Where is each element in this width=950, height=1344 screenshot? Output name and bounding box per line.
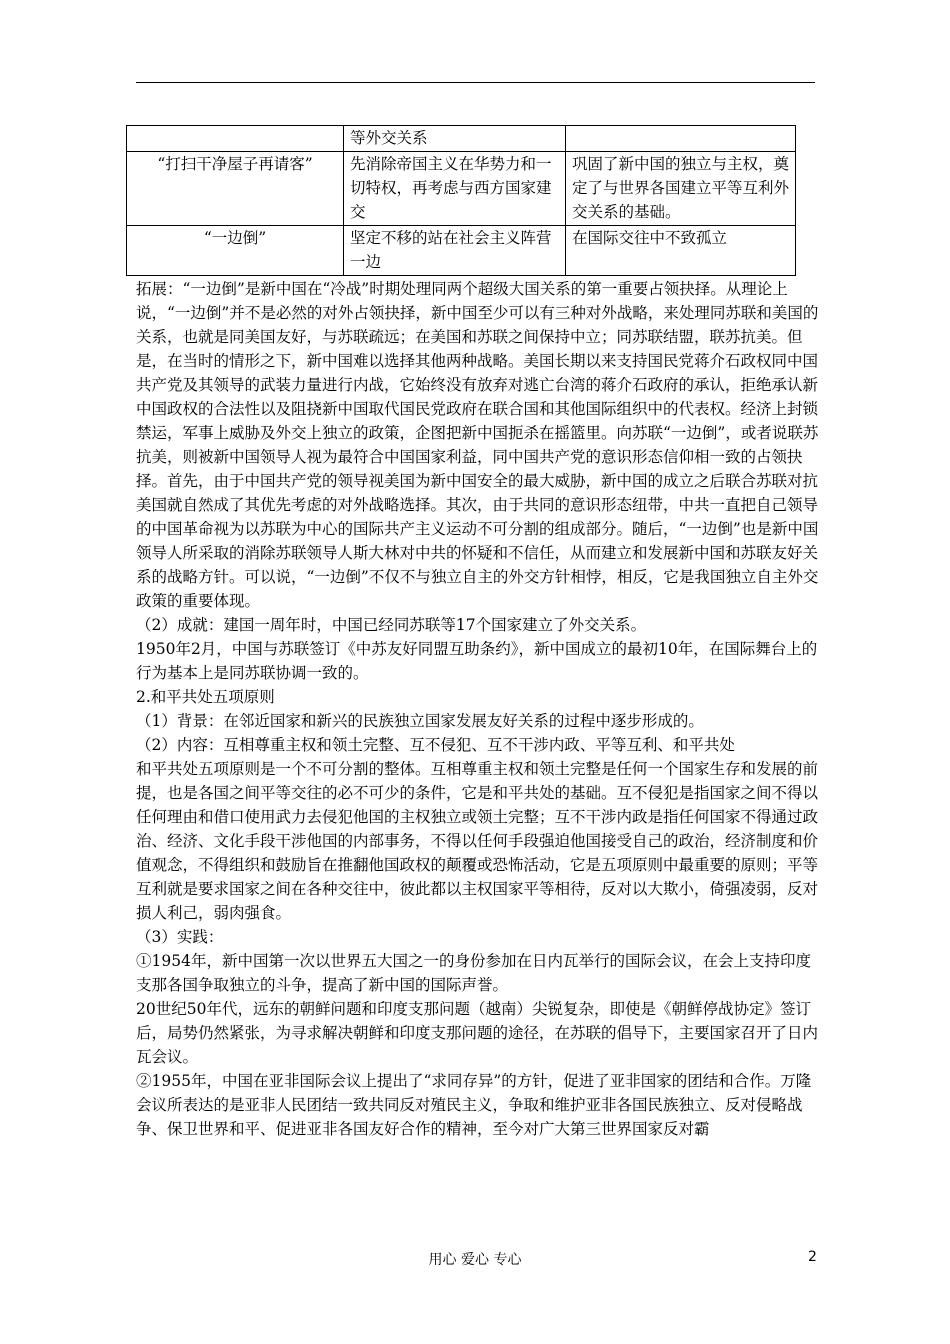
table-row xyxy=(127,152,796,226)
page-number: 2 xyxy=(808,1249,817,1265)
header-rule xyxy=(136,82,815,83)
table-cell: 坚定不移的站在社会主义阵营一边 xyxy=(344,226,566,276)
table-cell xyxy=(566,126,796,152)
paragraph-geneva-context: 20世纪50年代，远东的朝鲜问题和印度支那问题（越南）尖锐复杂，即使是《朝鲜停战协定》签订后，局势仍然紧张，为寻求解决朝鲜和印度支那问题的途径，在苏联的倡导下，主要国家召开了日内瓦会议。 xyxy=(136,1000,819,1066)
paragraph-bandung: ②1955年，中国在亚非国际会议上提出了“求同存异”的方针，促进了亚非国家的团结和合作。万隆会议所表达的是亚非人民团结一致共同反对殖民主义，争取和维护亚非各国民族独立、反对侵略战争、保卫世界和平、促进亚非各国友好合作的精神，至今对广大第三世界国家反对霸 xyxy=(136,1072,812,1138)
table-cell: 等外交关系 xyxy=(344,126,566,152)
table-cell: 巩固了新中国的独立与主权，奠定了与世界各国建立平等互利外交关系的基础。 xyxy=(566,152,796,226)
paragraph-treaty: 1950年2月，中国与苏联签订《中苏友好同盟互助条约》，新中国成立的最初10年，在国际舞台上的行为基本上是同苏联协调一致的。 xyxy=(136,640,818,682)
paragraph-background: （1）背景：在邻近国家和新兴的民族独立国家发展友好关系的过程中逐步形成的。 xyxy=(136,712,704,730)
table-row xyxy=(127,226,796,276)
table-cell: 先消除帝国主义在华势力和一切特权，再考虑与西方国家建交 xyxy=(344,152,566,226)
footer-motto: 用心 爱心 专心 xyxy=(428,1252,522,1268)
paragraph-content: （2）内容：互相尊重主权和领土完整、互不侵犯、互不干涉内政、平等互利、和平共处 xyxy=(136,736,735,754)
section-heading: 2.和平共处五项原则 xyxy=(136,688,275,706)
table-cell xyxy=(127,126,344,152)
paragraph-achievement: （2）成就：建国一周年时，中国已经同苏联等17个国家建立了外交关系。 xyxy=(136,616,647,634)
comparison-table xyxy=(126,125,796,276)
paragraph-practice-heading: （3）实践： xyxy=(136,928,224,946)
paragraph-principles: 和平共处五项原则是一个不可分割的整体。互相尊重主权和领土完整是任何一个国家生存和发展的前提，也是各国之间平等交往的必不可少的条件，它是和平共处的基础。互不侵犯是指国家之间不得以任何理由和借口使用武力去侵犯他国的主权独立或领土完整；互不干涉内政是指任何国家不得通过政治、经济、文化手段干涉他国的内部事务，不得以任何手段强迫他国接受自己的政治，经济制度和价值观念，不得组织和鼓励旨在推翻他国政权的颠覆或恐怖活动，它是五项原则中最重要的原则；平等互利就是要求国家之间在各种交往中，彼此都以主权国家平等相待，反对以大欺小，倚强凌弱，反对损人利己，弱肉强食。 xyxy=(136,760,819,922)
table-cell: “一边倒” xyxy=(127,226,344,276)
table-row xyxy=(127,126,796,152)
paragraph-expansion: 拓展：“一边倒”是新中国在“冷战”时期处理同两个超级大国关系的第一重要占领抉择。从理论上说，“一边倒”并不是必然的对外占领抉择，新中国至少可以有三种对外战略，来处理同苏联和美国的关系，也就是同美国友好，与苏联疏远；在美国和苏联之间保持中立；同苏联结盟，联苏抗美。但是，在当时的情形之下，新中国难以选择其他两种战略。美国长期以来支持国民党蒋介石政权同中国共产党及其领导的武装力量进行内战，它始终没有放弃对逃亡台湾的蒋介石政府的承认，拒绝承认新中国政权的合法性以及阻挠新中国取代国民党政府在联合国和其他国际组织中的代表权。经济上封锁禁运，军事上威胁及外交上独立的政策，企图把新中国扼杀在摇篮里。向苏联“一边倒”，或者说联苏抗美，则被新中国领导人视为最符合中国国家利益，同中国共产党的意识形态信仰相一致的占领抉择。首先，由于中国共产党的领导视美国为新中国安全的最大威胁，新中国的成立之后联合苏联对抗美国就自然成了其优先考虑的对外战略选择。其次，由于共同的意识形态纽带，中共一直把自己领导的中国革命视为以苏联为中心的国际共产主义运动不可分割的组成部分。随后，“一边倒”也是新中国领导人所采取的消除苏联领导人斯大林对中共的怀疑和不信任，从而建立和发展新中国和苏联友好关系的战略方针。可以说，“一边倒”不仅不与独立自主的外交方针相悖，相反，它是我国独立自主外交政策的重要体现。 xyxy=(136,280,819,610)
table-cell: 在国际交往中不致孤立 xyxy=(566,226,796,276)
table-cell: “打扫干净屋子再请客” xyxy=(127,152,344,226)
paragraph-geneva: ①1954年，新中国第一次以世界五大国之一的身份参加在日内瓦举行的国际会议，在会上支持印度支那各国争取独立的斗争，提高了新中国的国际声誉。 xyxy=(136,952,811,994)
body-text xyxy=(136,277,826,1141)
